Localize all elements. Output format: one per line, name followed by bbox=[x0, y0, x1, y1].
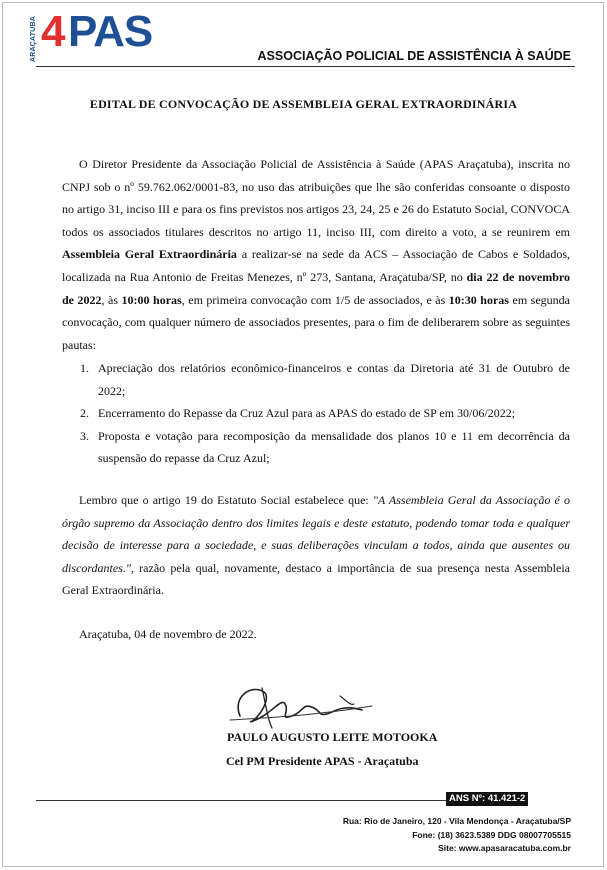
logo-four: 4 bbox=[41, 7, 66, 56]
list-item: 1. Apreciação dos relatórios econômico-financeiros e contas da Diretoria até 31 de Outubro de 2022; bbox=[80, 361, 570, 398]
header-title: ASSOCIAÇÃO POLICIAL DE ASSISTÊNCIA À SAÚDE bbox=[257, 49, 571, 63]
signer-name: PAULO AUGUSTO LEITE MOTOOKA bbox=[227, 730, 438, 744]
date-line: Araçatuba, 04 de novembro de 2022. bbox=[79, 627, 257, 641]
signature-image bbox=[222, 676, 382, 736]
logo-side-text: ARAÇATUBA bbox=[30, 16, 37, 62]
footer-divider bbox=[36, 800, 446, 801]
footer-site: Site: www.apasaracatuba.com.br bbox=[438, 843, 571, 853]
footer-phone: Fone: (18) 3623.5389 DDG 08007705515 bbox=[412, 829, 571, 840]
footer-address: Rua: Rio de Janeiro, 120 - Vila Mendonça - Araçatuba/SP bbox=[342, 816, 571, 826]
apas-logo bbox=[30, 7, 153, 62]
list-item: 3. Proposta e votação para recomposição da mensalidade dos planos 10 e 11 em decorrência da suspensão do repasse da Cruz Azul; bbox=[80, 428, 570, 466]
closing-paragraph: Lembro que o artigo 19 do Estatuto Social estabelece que: "A Assembleia Geral da Associação é o órgão supremo da Associação dentro dos limites legais e deste estatuto, podendo tomar toda e qualquer decisão de interesse para a sociedade, e suas deliberações vinculam a todos, ainda que ausentes ou discordantes.", razão pela qual, novamente, destaco a importância de sua presença nesta Assembleia Geral Extraordinária. bbox=[62, 493, 570, 598]
document-title: EDITAL DE CONVOCAÇÃO DE ASSEMBLEIA GERAL EXTRAORDINÁRIA bbox=[89, 97, 518, 111]
footer-contact bbox=[343, 815, 571, 856]
intro-paragraph: O Diretor Presidente da Associação Policial de Assistência à Saúde (APAS Araçatuba), inscrita no CNPJ sob o nº 59.762.062/0001-83, no uso das atribuições que lhe são conferidas consoante o disposto no artigo 31, inciso III e para os fins previstos nos artigos 23, 24, 25 e 26 do Estatuto Social, CONVOCA todos os associados titulares descritos no artigo 11, inciso III, com direito a voto, a se reunirem em Assembleia Geral Extraordinária a realizar-se na sede da ACS – Associação de Cabos e Soldados, localizada na Rua Antonio de Freitas Menezes, nº 273, Santana, Araçatuba/SP, no dia 22 de novembro de 2022, às 10:00 horas, em primeira convocação com 1/5 de associados, e às 10:30 horas em segunda convocação, com qualquer número de associados presentes, para o fim de deliberarem sobre as seguintes pautas: bbox=[62, 157, 570, 352]
ans-badge: ANS Nº: 41.421-2 bbox=[446, 792, 528, 806]
logo-text: PAS bbox=[68, 7, 153, 56]
list-item: 2. Encerramento do Repasse da Cruz Azul para as APAS do estado de SP em 30/06/2022; bbox=[80, 406, 516, 421]
pautas-list bbox=[78, 357, 570, 470]
signer-role: Cel PM Presidente APAS - Araçatuba bbox=[226, 754, 419, 768]
header-divider bbox=[36, 66, 575, 67]
